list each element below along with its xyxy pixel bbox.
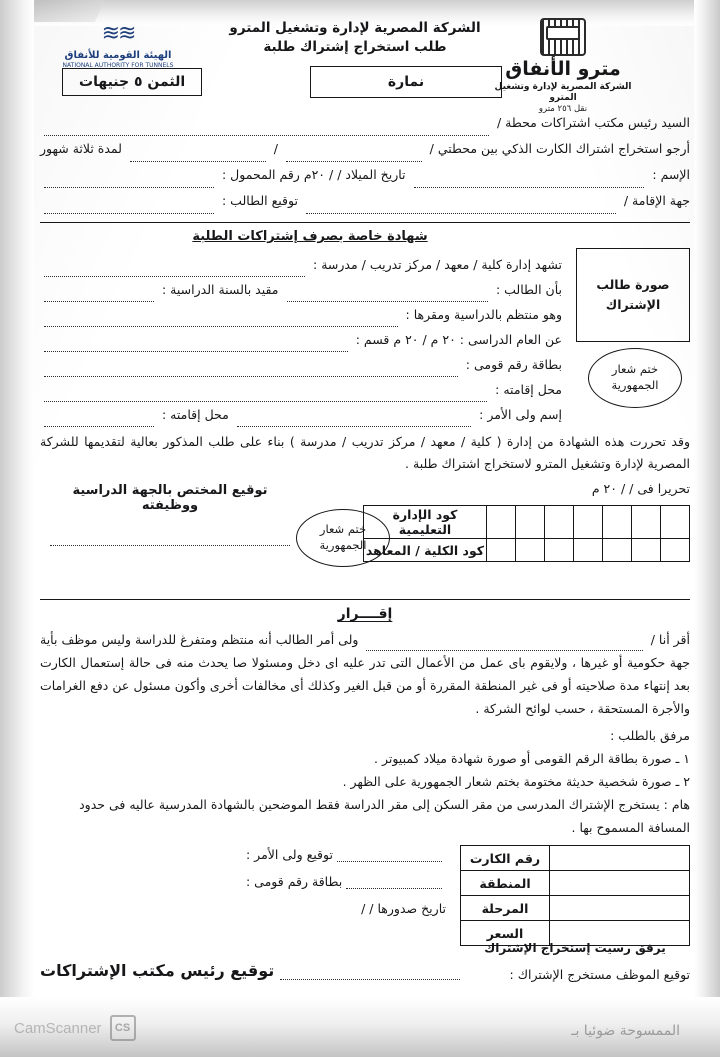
employee-signature-label: توقيع الموظف مستخرج الإشتراك : (509, 967, 690, 982)
republic-seal-stamp-2: ختم شعار الجمهورية (296, 509, 390, 567)
card-value-1[interactable] (550, 871, 690, 896)
cert-input-1[interactable] (287, 287, 488, 302)
name-label: الإسم : (652, 167, 690, 182)
certificate-section (40, 252, 690, 475)
authority-name-ar: الهيئة القومية للأنفاق (64, 49, 172, 61)
applicant-photo-box: صورة طالب الإشتراك (576, 248, 690, 342)
guardian-signature-row (246, 847, 446, 862)
card-label-2: المرحلة (461, 896, 550, 921)
metro-emblem-icon (540, 18, 586, 56)
table-row (461, 896, 690, 921)
declaration-intro-row (40, 628, 690, 651)
study-authority-signature-input[interactable] (50, 527, 290, 546)
form-title: طلب استخراج إشتراك طلبة (263, 39, 447, 55)
stations-row (40, 136, 690, 162)
declaration-title (40, 606, 690, 622)
camscanner-brand: CamScanner (14, 1019, 102, 1037)
mobile-input[interactable] (44, 173, 214, 188)
cert-row-6 (40, 377, 562, 402)
issue-date-row (246, 901, 446, 916)
cert-row-5 (40, 352, 562, 377)
cert-label-1: بأن الطالب : (495, 282, 562, 297)
metro-logo-sub: نقل ٢٥٦ مترو (538, 104, 588, 115)
employee-signature-row (460, 967, 690, 982)
code-cell[interactable] (487, 539, 516, 562)
important-note: هام : يستخرج الإشتراك المدرسى من مقر السكن إلى مقر الدراسة فقط الموضحين بالشهادة المدرسية عاليه فى حدود المسافة المسموح بها . (79, 797, 690, 835)
study-authority-signature-label: توقيع المختص بالجهة الدراسية ووظيفته (72, 483, 268, 513)
attachments-block (40, 724, 690, 839)
code-cell[interactable] (603, 539, 632, 562)
name-row (40, 162, 690, 188)
stations-label: أرجو استخراج اشتراك الكارت الذكي بين محطتي / (429, 141, 690, 156)
cert-label-6: محل إقامته : (495, 382, 562, 397)
codes-section (40, 481, 690, 591)
price-box: الثمن ٥ جنيهات (62, 68, 202, 96)
code-row-label-0: كود الإدارة التعليمية (364, 506, 487, 539)
declaration-body (40, 628, 690, 720)
metro-logo-name: مترو الأنفاق (505, 58, 621, 80)
metro-logo-company: الشركة المصرية لإدارة وتشغيل المترو (494, 81, 632, 103)
form-sheet (40, 12, 690, 982)
camscanner-icon: CS (110, 1015, 136, 1041)
guardian-signature-label: توقيع ولى الأمر : (246, 847, 333, 862)
issue-date-label: تاريخ صدورها / / (361, 901, 446, 916)
attachment-item-1: ١ ـ صورة بطاقة الرقم القومى أو صورة شهادة ميلاد كمبيوتر . (374, 751, 690, 766)
national-id-input[interactable] (346, 874, 442, 889)
document-header (40, 12, 690, 115)
code-row-label-1: كود الكلية / المعاهد (364, 539, 487, 562)
guardian-signature-input[interactable] (337, 847, 442, 862)
chief-signature-label: توقيع رئيس مكتب الإشتراكات (40, 961, 275, 980)
cert-row-7 (40, 402, 562, 427)
attachments-title: مرفق بالطلب : (610, 728, 690, 743)
camscanner-note-ar: الممسوحة ضوئيا بـ (571, 1023, 680, 1039)
declaration-title-text: إقــــرار (337, 606, 393, 622)
code-cell[interactable] (516, 506, 545, 539)
code-cell[interactable] (632, 506, 661, 539)
cert-input-0[interactable] (44, 262, 305, 277)
chief-signature-row (40, 961, 460, 980)
certificate-paragraph: وقد تحررت هذه الشهادة من إدارة ( كلية / معهد / مركز تدريب / مدرسة ) بناء على طلب المذكور بعالية لتقديمها للشركة المصرية لإدارة وتشغيل المترو لاستخراج اشتراك طلبة . (40, 434, 690, 471)
bottom-section (40, 845, 690, 1005)
divider-declaration (40, 599, 690, 600)
card-label-3: السعر (461, 921, 550, 946)
code-cell[interactable] (574, 539, 603, 562)
code-cell[interactable] (545, 506, 574, 539)
cert-input-3[interactable] (44, 312, 398, 327)
cert-label-8: محل إقامته : (162, 407, 229, 422)
code-cell[interactable] (661, 506, 690, 539)
code-cell[interactable] (661, 539, 690, 562)
cert-label-0: تشهد إدارة كلية / معهد / مركز تدريب / مدرسة : (313, 257, 562, 272)
cert-input-6[interactable] (44, 387, 487, 402)
stations-separator: / (273, 141, 278, 156)
metro-logo (488, 18, 638, 115)
declaration-name-input[interactable] (366, 636, 642, 651)
header-titles (220, 20, 490, 55)
mobile-label: رقم المحمول : (222, 167, 300, 182)
national-id-row (246, 874, 446, 889)
card-value-2[interactable] (550, 896, 690, 921)
cert-row-1 (40, 277, 562, 302)
cert-label-3: وهو منتظم بالدراسية ومقرها : (405, 307, 562, 322)
company-title: الشركة المصرية لإدارة وتشغيل المترو (229, 20, 481, 36)
tunnels-authority-logo (48, 20, 188, 69)
table-row (364, 506, 690, 539)
paper-edge-right (694, 0, 720, 1057)
national-id-label: بطاقة رقم قومى : (246, 874, 343, 889)
cert-input-5[interactable] (44, 362, 458, 377)
republic-seal-stamp: ختم شعار الجمهورية (588, 348, 682, 408)
cert-label-4: عن العام الدراسى : ٢٠ م / ٢٠ م قسم : (355, 332, 562, 347)
cert-input-8[interactable] (44, 412, 154, 427)
declaration-text: جهة حكومية أو غيرها ، ولايقوم باى عمل من الأعمال التى تدر عليه اى دخل ومسئولا صا يحدث منه فى حالة إستعمال الكارت بعد إنتهاء مدة صلاحيته أو فى غير المنطقة المقررة أو من قبل الغير وكذلك أى مخالفات أخرى وأكون مسئول عن دفع الغرامات والأجرة المستحقة ، حسب لوائح الشركة . (40, 655, 690, 716)
table-row (364, 539, 690, 562)
serial-number-box: نمارة (310, 66, 502, 98)
residence-row (40, 188, 690, 214)
cert-input-2[interactable] (44, 287, 154, 302)
station-from-input[interactable] (286, 147, 422, 162)
attachment-item-2: ٢ ـ صورة شخصية حديثة مختومة بختم شعار الجمهورية على الظهر . (342, 774, 690, 789)
guardian-signature-block (246, 847, 446, 928)
cert-input-7[interactable] (237, 412, 471, 427)
residence-input[interactable] (306, 199, 616, 214)
cert-row-0 (40, 252, 562, 277)
applicant-form (40, 110, 690, 214)
receipt-note: يرفق رسيت إستخراج الإشتراك (484, 941, 666, 955)
declaration-mid-label: ولى أمر الطالب أنه منتظم ومتفرغ للدراسة وليس موظف بأية (40, 632, 359, 647)
station-label: السيد رئيس مكتب اشتراكات محطة / (496, 115, 690, 130)
certificate-title: شهادة خاصة بصرف إشتراكات الطلبة (192, 229, 428, 244)
applicant-signature-input[interactable] (44, 199, 214, 214)
code-cell[interactable] (487, 506, 516, 539)
cert-row-4 (40, 327, 562, 352)
applicant-signature-label: توقيع الطالب : (222, 193, 298, 208)
code-cell[interactable] (603, 506, 632, 539)
duration-label: لمدة ثلاثة شهور (40, 141, 122, 156)
written-date-label: تحريرا فى / / ٢٠ م (591, 481, 690, 496)
chief-signature-input[interactable] (280, 963, 460, 980)
card-value-0[interactable] (550, 846, 690, 871)
birthdate-label: تاريخ الميلاد / / ٢٠م (303, 167, 406, 182)
cert-label-7: إسم ولى الأمر : (479, 407, 562, 422)
cert-label-5: بطاقة رقم قومى : (465, 357, 562, 372)
name-input[interactable] (414, 173, 645, 188)
authority-emblem-icon: ≋≋ (101, 21, 135, 46)
codes-table (363, 505, 690, 562)
certificate-fields (40, 252, 562, 427)
code-cell[interactable] (516, 539, 545, 562)
code-cell[interactable] (545, 539, 574, 562)
divider-top (40, 222, 690, 223)
table-row (461, 846, 690, 871)
station-input[interactable] (44, 121, 489, 136)
code-cell[interactable] (632, 539, 661, 562)
cert-input-4[interactable] (44, 337, 348, 352)
table-row (461, 871, 690, 896)
code-cell[interactable] (574, 506, 603, 539)
cert-label-2: مقيد بالسنة الدراسية : (162, 282, 279, 297)
declaration-intro-label: أقر أنا / (650, 632, 690, 647)
card-label-1: المنطقة (461, 871, 550, 896)
residence-label: جهة الإقامة / (623, 193, 690, 208)
authority-name-en: NATIONAL AUTHORITY FOR TUNNELS (62, 61, 174, 69)
card-label-0: رقم الكارت (461, 846, 550, 871)
card-details-table (460, 845, 690, 946)
cert-row-3 (40, 302, 562, 327)
station-to-input[interactable] (130, 147, 266, 162)
study-authority-signature (50, 483, 290, 546)
camscanner-watermark (14, 1015, 136, 1041)
paper-edge-left (0, 0, 34, 1057)
